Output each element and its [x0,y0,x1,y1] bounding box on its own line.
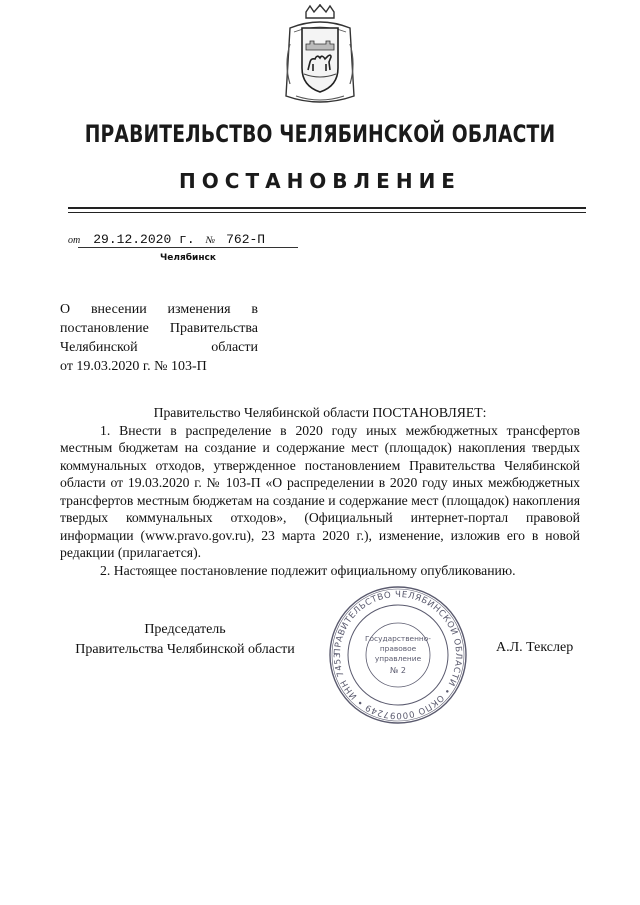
document-date: 29.12.2020 г. [93,232,195,247]
document-number: 762-П [226,232,266,247]
stamp-inner-line: правовое [379,644,417,653]
city-label: Челябинск [160,253,216,263]
resolution-paragraph-2: 2. Настоящее постановление подлежит официальному опубликованию. [100,562,516,578]
coat-of-arms-icon [280,4,360,112]
official-stamp [328,585,468,725]
resolution-intro: Правительство Челябинской области ПОСТАНОВЛЯЕТ: [153,405,487,420]
document-subject [60,300,258,376]
signatory-title [60,620,310,660]
resolution-paragraph-1: 1. Внести в распределение в 2020 году иных межбюджетных трансфертов местным бюджетам на создание и содержание мест (площадок) накопления твердых коммунальных отходов, утвержденное постановлением Правительства Челябинской области от 19.03.2020 г. № 103-П «О распределении в 2020 году иных межбюджетных трансфертов местным бюджетам на создание и содержание мест (площадок) накопления твердых коммунальных отходов», (Официальный интернет-портал правовой информации (www.pravo.gov.ru), 23 марта 2020 г.), изменение, изложив его в новой редакции (прилагается). [60,422,580,560]
signatory-title-line: Правительства Челябинской области [75,642,295,657]
subject-line: постановление Правительства [60,321,258,336]
number-label: № [205,235,216,246]
stamp-inner-line: № 2 [390,666,406,675]
stamp-outer-text: ПРАВИТЕЛЬСТВО ЧЕЛЯБИНСКОЙ ОБЛАСТИ • ОКПО 00097249 • ИНН 7453 [332,589,464,721]
subject-line: от 19.03.2020 г. № 103-П [60,359,207,374]
document-type: ПОСТАНОВЛЕНИЕ [179,169,461,193]
signatory-title-line: Председатель [144,622,226,637]
date-number-row [68,232,368,252]
date-underline [78,247,298,248]
header-rule-thin [68,212,586,213]
header-rule-thick [68,207,586,209]
government-title: ПРАВИТЕЛЬСТВО ЧЕЛЯБИНСКОЙ ОБЛАСТИ [84,120,556,148]
subject-line: О внесении изменения в [60,302,258,317]
stamp-inner-line: управление [374,654,422,663]
subject-line: Челябинской области [60,340,258,355]
signatory-name: А.Л. Текслер [496,640,574,655]
document-body [60,404,580,579]
from-label: от [68,235,81,246]
stamp-inner-line: Государственно- [365,634,431,643]
